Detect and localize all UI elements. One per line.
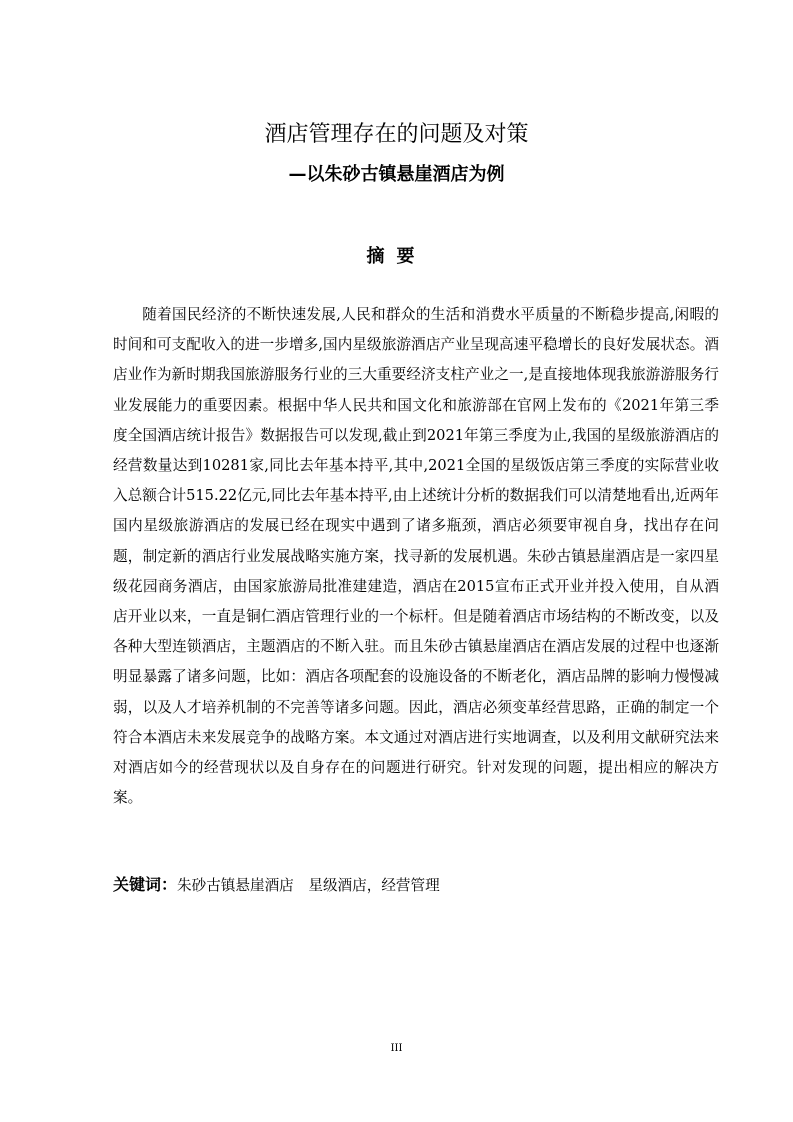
document-subtitle: —以朱砂古镇悬崖酒店为例	[288, 164, 505, 185]
keywords-label: 关键词：	[113, 875, 178, 894]
document-title: 酒店管理存在的问题及对策	[264, 122, 529, 147]
abstract-heading: 摘要	[366, 246, 427, 267]
abstract-body: 随着国民经济的不断快速发展,人民和群众的生活和消费水平质量的不断稳步提高,闲暇的时间和可支配收入的进一步增多,国内星级旅游酒店产业呈现高速平稳增长的良好发展状态。酒店业作为新时期我国旅游服务行业的三大重要经济支柱产业之一,是直接地体现我旅游游服务行业发展能力的重要因素。根据中华人民共和国文化和旅游部在官网上发布的《2021年第三季度全国酒店统计报告》数据报告可以发现,截止到2021年第三季度为止,我国的星级旅游酒店的经营数量达到10281家,同比去年基本持平,其中,2021全国的星级饭店第三季度的实际营业收入总额合计515.22亿元,同比去年基本持平,由上述统计分析的数据我们可以清楚地看出,近两年国内星级旅游酒店的发展已经在现实中遇到了诸多瓶颈，酒店必须要审视自身，找出存在问题，制定新的酒店行业发展战略实施方案，找寻新的发展机遇。朱砂古镇悬崖酒店是一家四星级花园商务酒店，由国家旅游局批准建建造，酒店在2015宣布正式开业并投入使用，自从酒店开业以来，一直是铜仁酒店管理行业的一个标杆。但是随着酒店市场结构的不断改变，以及各种大型连锁酒店，主题酒店的不断入驻。而且朱砂古镇悬崖酒店在酒店发展的过程中也逐渐明显暴露了诸多问题，比如：酒店各项配套的设施设备的不断老化，酒店品牌的影响力慢慢减弱，以及人才培养机制的不完善等诸多问题。因此，酒店必须变革经营思路，正确的制定一个符合本酒店未来发展竞争的战略方案。本文通过对酒店进行实地调查，以及利用文献研究法来对酒店如今的经营现状以及自身存在的问题进行研究。针对发现的问题，提出相应的解决方案。	[113, 306, 719, 807]
keywords-line	[113, 872, 719, 899]
page-number: III	[390, 1043, 403, 1054]
keywords-value: 朱砂古镇悬崖酒店 星级酒店，经营管理	[177, 877, 440, 894]
